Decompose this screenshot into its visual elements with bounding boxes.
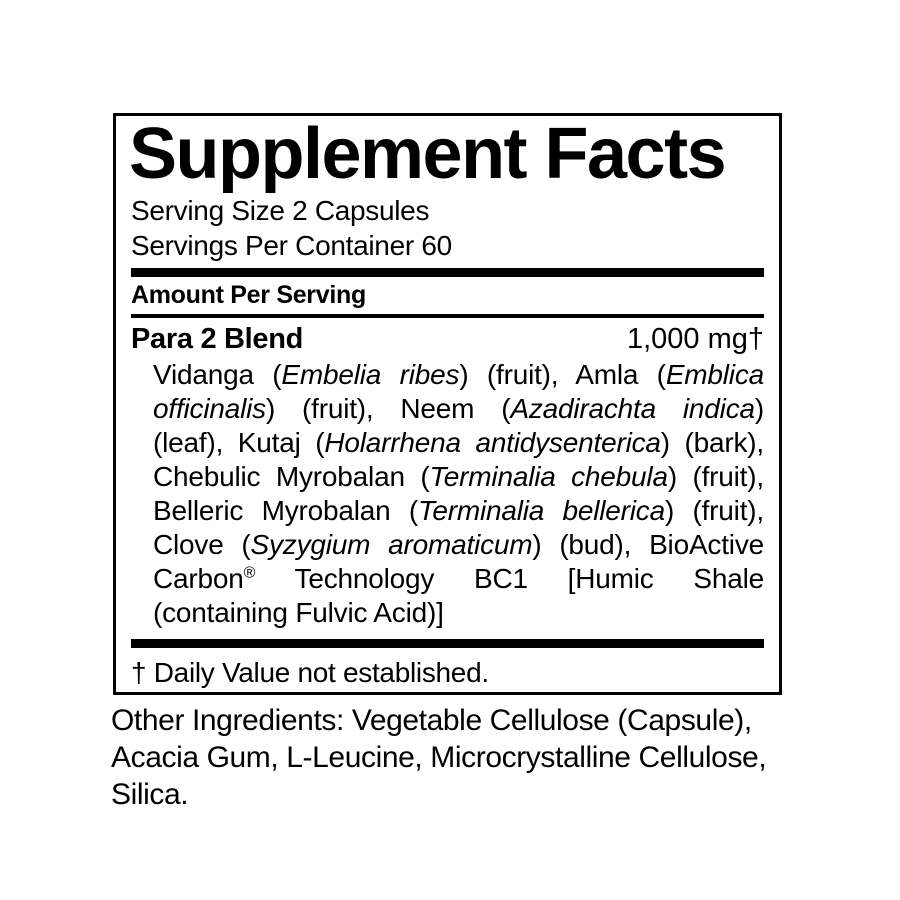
blend-ingredient-list: Vidanga (Embelia ribes) (fruit), Amla (Emblica officinalis) (fruit), Neem (Azadirachta indica) (leaf), Kutaj (Holarrhena antidysenterica) (bark), Chebulic Myrobalan (Terminalia chebula) (fruit), Belleric Myrobalan (Terminalia bellerica) (fruit), Clove (Syzygium aromaticum) (bud), BioActive Carbon® Technology BC1 [Humic Shale (containing Fulvic Acid)]: [153, 359, 765, 629]
blend-row: [131, 318, 764, 358]
panel-title: Supplement Facts: [129, 114, 726, 194]
divider-thick-top: [131, 268, 764, 277]
supplement-facts-panel: [113, 113, 782, 695]
divider-thick-bottom: [131, 639, 764, 648]
blend-name: Para 2 Blend: [131, 323, 304, 356]
amount-per-serving-header: Amount Per Serving: [131, 281, 366, 310]
blend-amount-value: 1,000 mg†: [626, 323, 764, 356]
serving-size-line: Serving Size 2 Capsules: [131, 195, 430, 227]
other-ingredients-text: Other Ingredients: Vegetable Cellulose (Capsule), Acacia Gum, L-Leucine, Microcrystalline Cellulose, Silica.: [111, 704, 767, 811]
daily-value-footnote: † Daily Value not established.: [131, 657, 489, 689]
servings-per-container-line: Servings Per Container 60: [131, 230, 452, 262]
